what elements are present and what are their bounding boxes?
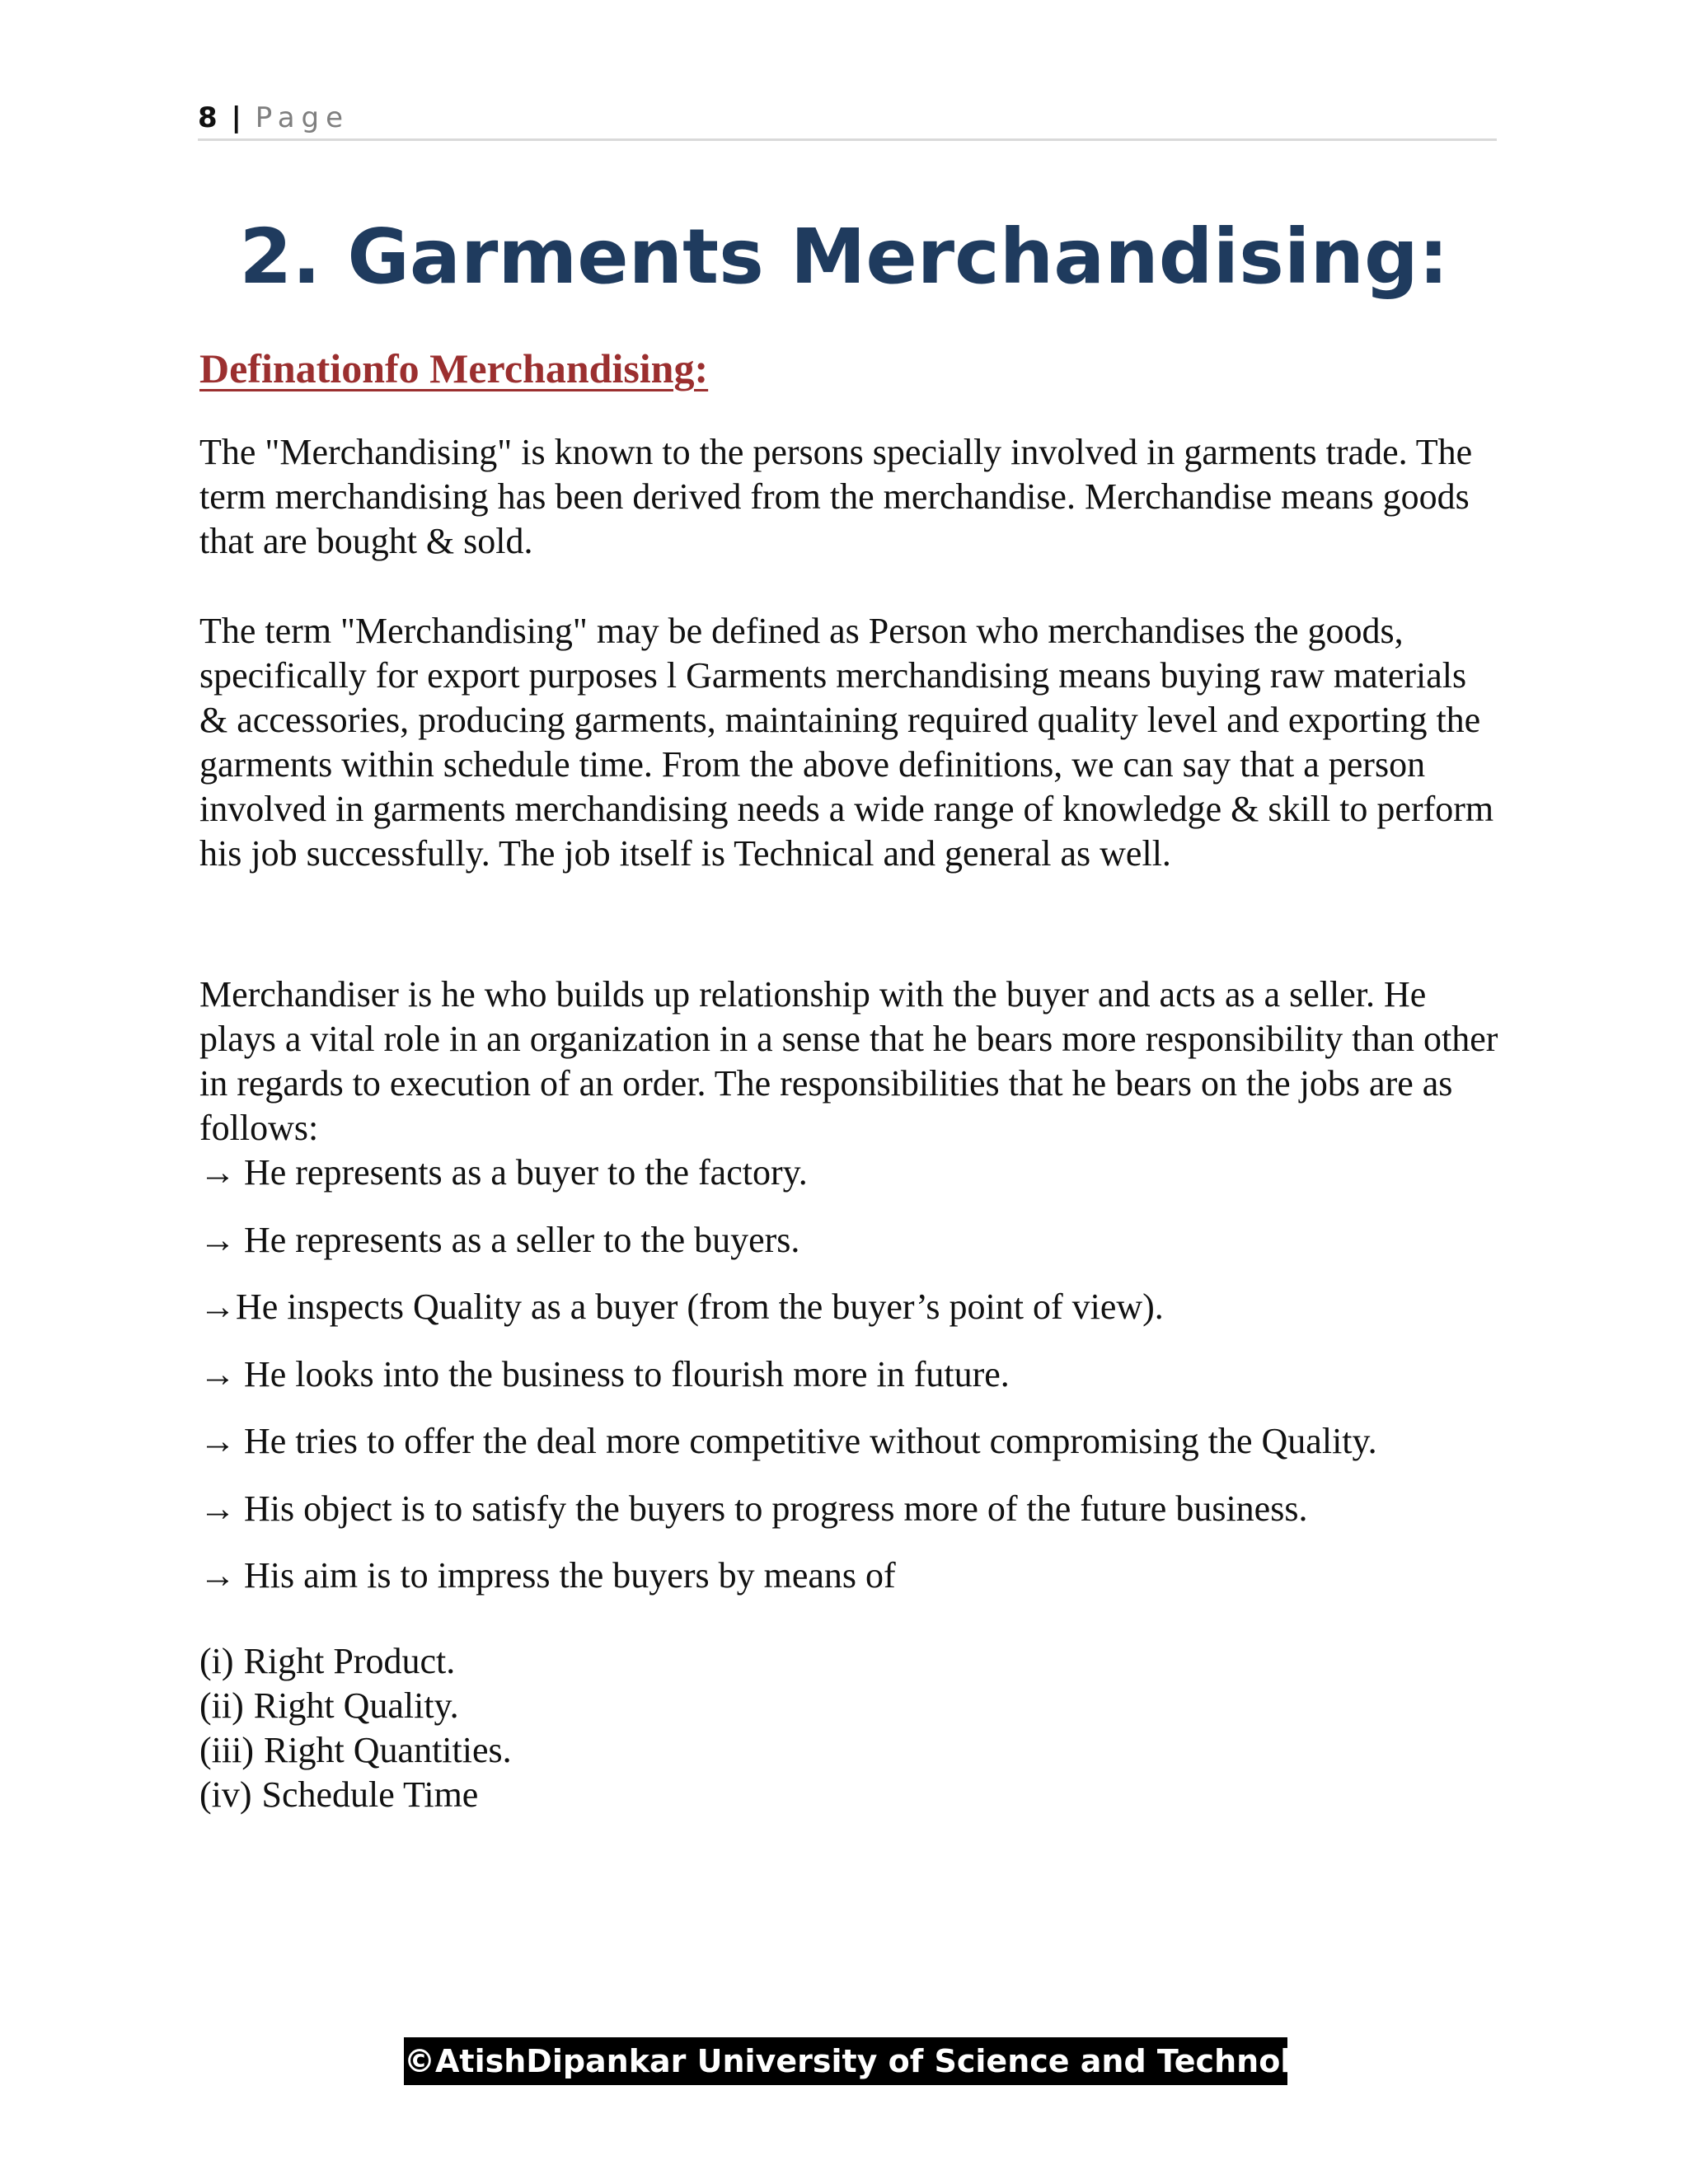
paragraph-merchandiser: Merchandiser is he who builds up relationship with the buyer and acts as a seller. He plays a vital role in an organization in a sense that he bears more responsibility than other in regards to execution of an order. The responsibilities that he bears on the jobs are as follows:: [199, 974, 1498, 1148]
list-item: [199, 1352, 1502, 1420]
numbered-item: [199, 1728, 512, 1773]
paragraph-definition: The "Merchandising" is known to the persons specially involved in garments trade. The term merchandising has been derived from the merchandise. Merchandise means goods that are bought & sold.: [199, 432, 1473, 561]
list-item-text: He represents as a seller to the buyers.: [244, 1219, 800, 1260]
page-separator: |: [231, 101, 241, 134]
copyright-footer: ©AtishDipankar University of Science and Technology: [404, 2037, 1287, 2085]
paragraph-term: The term "Merchandising" may be defined as Person who merchandises the goods, specifically for export purposes l Garments merchandising means buying raw materials & accessories, producing garments, maintaining required quality level and exporting the garments within schedule time. From the above definitions, we can say that a person involved in garments merchandising needs a wide range of knowledge & skill to perform his job successfully. The job itself is Technical and general as well.: [199, 611, 1494, 874]
responsibility-list: [199, 1151, 1502, 1621]
list-item: [199, 1487, 1502, 1554]
item-text: Schedule Time: [261, 1774, 479, 1815]
list-item-text: His aim is to impress the buyers by means of: [244, 1555, 896, 1596]
arrow-icon: →: [199, 1555, 236, 1596]
list-item-text: He looks into the business to flourish more in future.: [244, 1353, 1010, 1394]
list-item: [199, 1285, 1502, 1352]
list-item-text: He represents as a buyer to the factory.: [244, 1152, 808, 1193]
numbered-item: [199, 1684, 512, 1728]
arrow-icon: →: [199, 1421, 236, 1461]
arrow-icon: →: [199, 1219, 236, 1260]
list-item: [199, 1419, 1502, 1487]
means-list: [199, 1639, 512, 1817]
arrow-icon: →: [199, 1488, 236, 1529]
item-number: (iii): [199, 1730, 254, 1770]
item-text: Right Quality.: [253, 1685, 459, 1726]
list-item-text: He inspects Quality as a buyer (from the buyer’s point of view).: [236, 1286, 1164, 1327]
section-heading: Definationfo Merchandising:: [199, 345, 709, 391]
list-item-text: He tries to offer the deal more competitive without compromising the Quality.: [244, 1421, 1377, 1461]
item-text: Right Quantities.: [263, 1730, 512, 1770]
item-number: (ii): [199, 1685, 244, 1726]
page-number: 8: [198, 101, 218, 134]
list-item: [199, 1218, 1502, 1286]
list-item: [199, 1554, 1502, 1621]
arrow-icon: →: [199, 1286, 236, 1327]
numbered-item: [199, 1773, 512, 1817]
list-item: [199, 1151, 1502, 1218]
list-item-text: His object is to satisfy the buyers to progress more of the future business.: [244, 1488, 1308, 1529]
item-number: (iv): [199, 1774, 252, 1815]
item-text: Right Product.: [243, 1641, 456, 1681]
arrow-icon: →: [199, 1152, 236, 1193]
arrow-icon: →: [199, 1353, 236, 1394]
page-header: [198, 97, 1497, 141]
page-title: 2. Garments Merchandising:: [239, 213, 1449, 301]
item-number: (i): [199, 1641, 234, 1681]
numbered-item: [199, 1639, 512, 1684]
page-label: Page: [255, 101, 350, 134]
